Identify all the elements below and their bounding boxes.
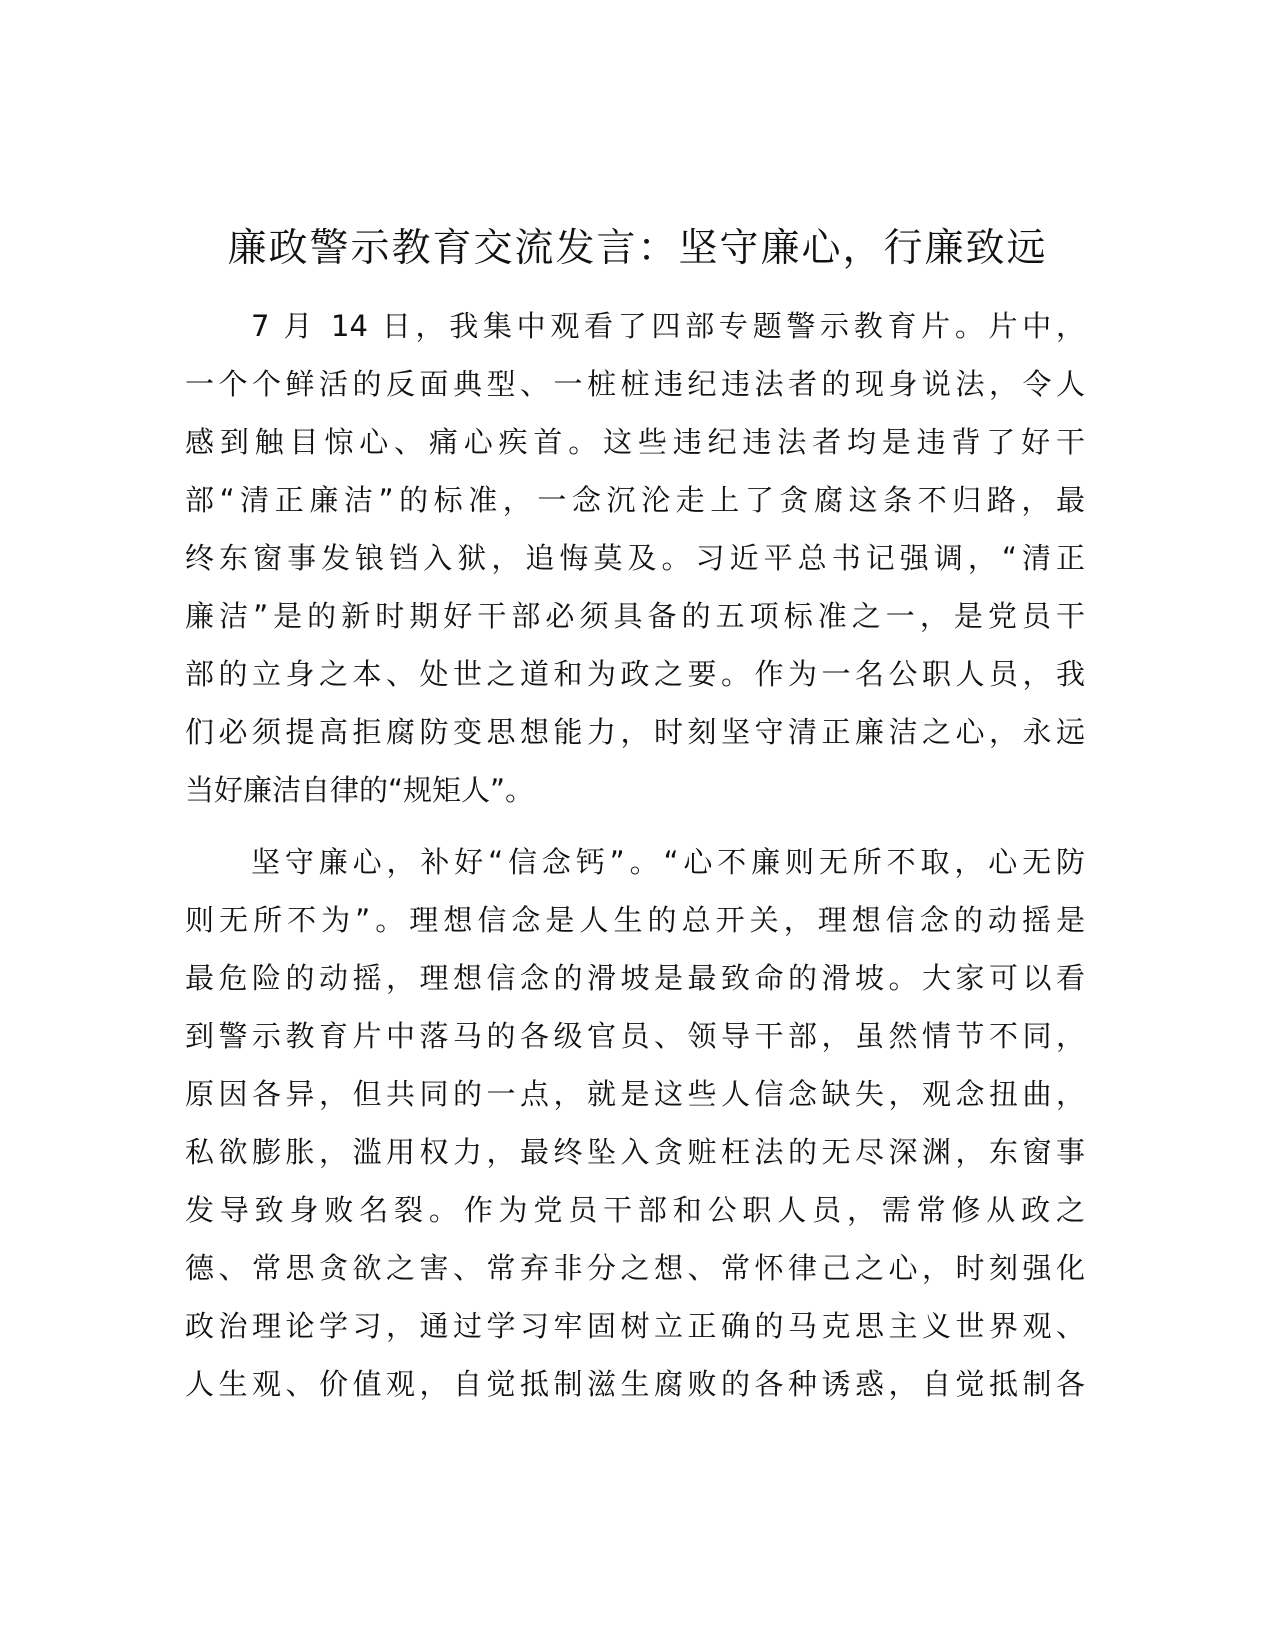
paragraph-line: 廉洁”是的新时期好干部必须具备的五项标准之一，是党员干 <box>185 599 1085 633</box>
paragraph-line: 当好廉洁自律的“规矩人”。 <box>185 773 535 807</box>
paragraph-line: 发导致身败名裂。作为党员干部和公职人员，需常修从政之 <box>185 1193 1085 1227</box>
paragraph-line: 人生观、价值观，自觉抵制滋生腐败的各种诱惑，自觉抵制各 <box>185 1367 1085 1401</box>
paragraph-line: 则无所不为”。理想信念是人生的总开关，理想信念的动摇是 <box>185 903 1085 937</box>
paragraph-2 <box>185 833 1085 1413</box>
paragraph-line: 终东窗事发锒铛入狱，追悔莫及。习近平总书记强调，“清正 <box>185 541 1085 575</box>
paragraph-line: 政治理论学习，通过学习牢固树立正确的马克思主义世界观、 <box>185 1309 1085 1343</box>
paragraph-line: 7 月 14 日，我集中观看了四部专题警示教育片。片中， <box>251 309 1085 343</box>
paragraph-1 <box>185 297 1085 819</box>
paragraph-line: 德、常思贪欲之害、常弃非分之想、常怀律己之心，时刻强化 <box>185 1251 1085 1285</box>
paragraph-line: 最危险的动摇，理想信念的滑坡是最致命的滑坡。大家可以看 <box>185 961 1085 995</box>
paragraph-line: 们必须提高拒腐防变思想能力，时刻坚守清正廉洁之心，永远 <box>185 715 1085 749</box>
paragraph-line: 到警示教育片中落马的各级官员、领导干部，虽然情节不同， <box>185 1019 1085 1053</box>
paragraph-line: 一个个鲜活的反面典型、一桩桩违纪违法者的现身说法，令人 <box>185 367 1085 401</box>
paragraph-line: 坚守廉心，补好“信念钙”。“心不廉则无所不取，心无防 <box>251 845 1085 879</box>
paragraph-line: 原因各异，但共同的一点，就是这些人信念缺失，观念扭曲， <box>185 1077 1085 1111</box>
page-title: 廉政警示教育交流发言：坚守廉心，行廉致远 <box>227 226 1048 271</box>
paragraph-line: 部的立身之本、处世之道和为政之要。作为一名公职人员，我 <box>185 657 1085 691</box>
paragraph-line: 感到触目惊心、痛心疾首。这些违纪违法者均是违背了好干 <box>185 425 1085 459</box>
paragraph-line: 私欲膨胀，滥用权力，最终坠入贪赃枉法的无尽深渊，东窗事 <box>185 1135 1085 1169</box>
paragraph-line: 部“清正廉洁”的标准，一念沉沦走上了贪腐这条不归路，最 <box>185 483 1085 517</box>
